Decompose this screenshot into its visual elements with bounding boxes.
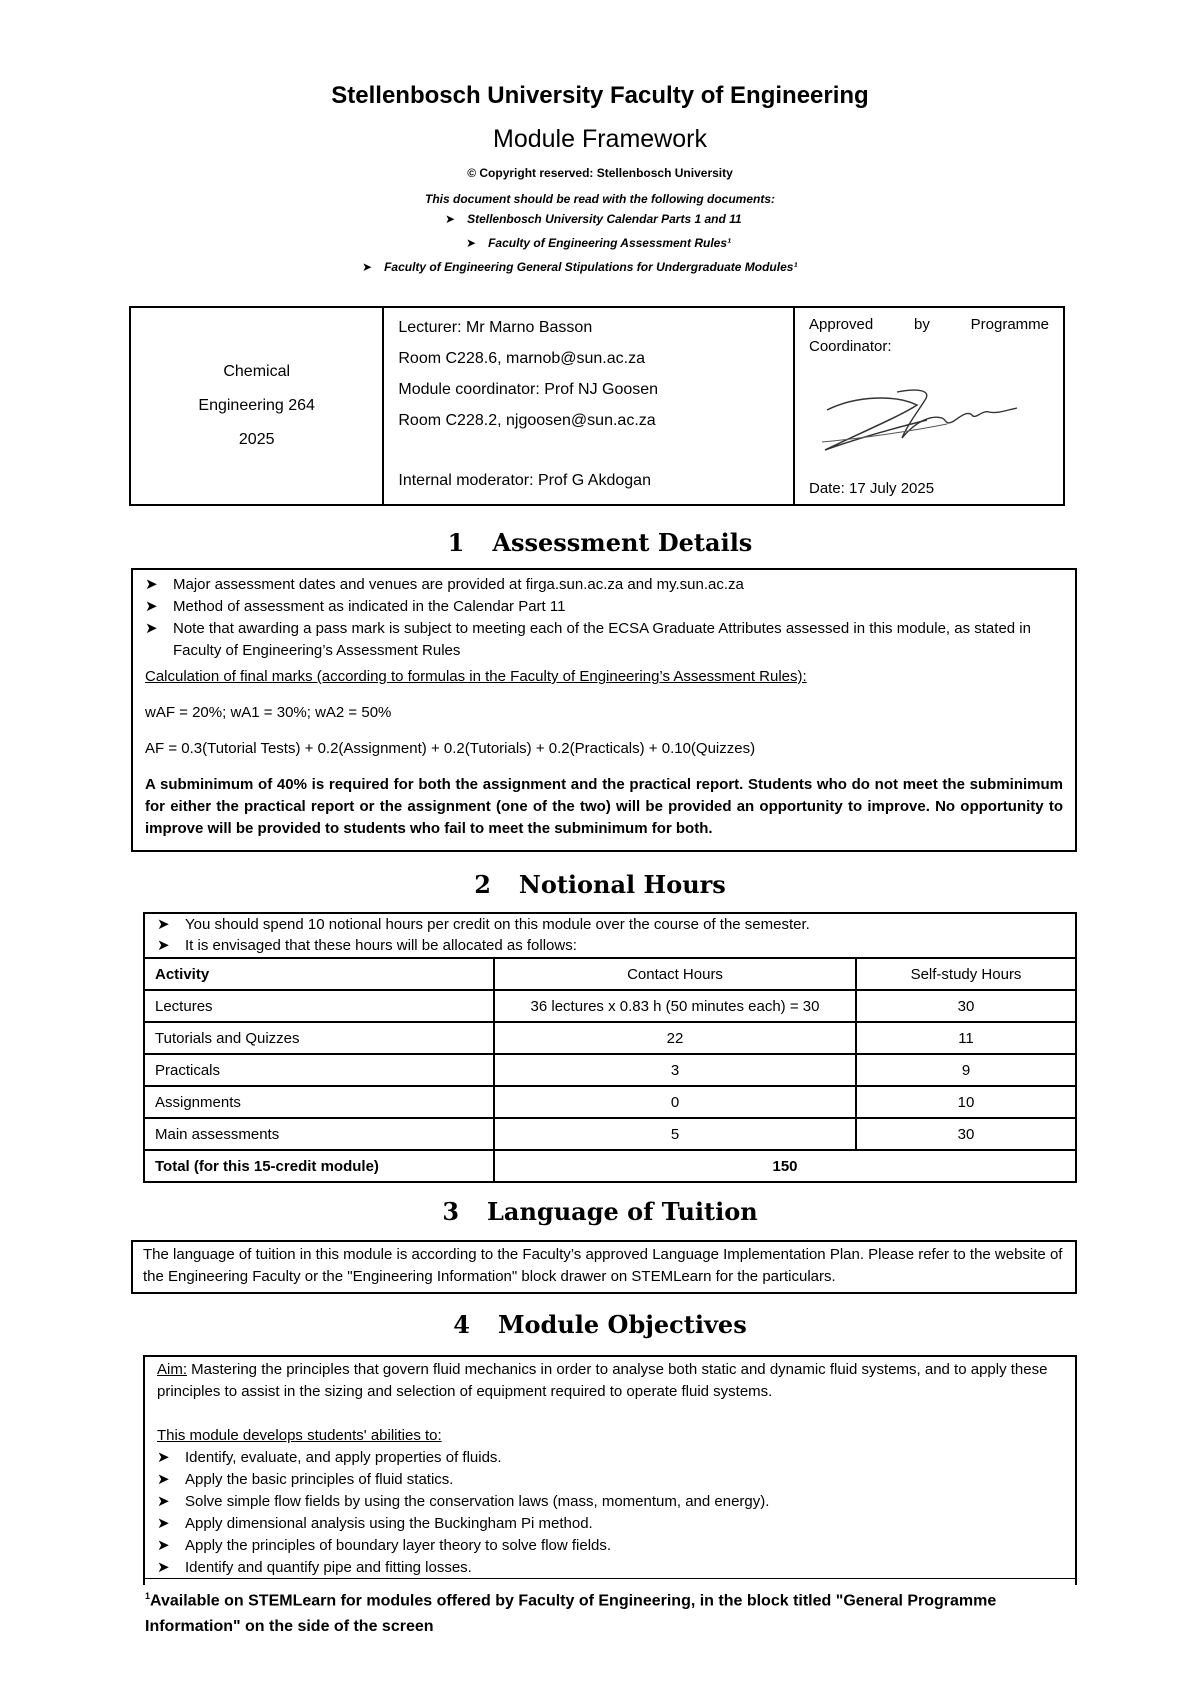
list-item: ➤ Method of assessment as indicated in the Calendar Part 11 xyxy=(145,596,1063,618)
table-cell: 11 xyxy=(856,1022,1076,1054)
language-box xyxy=(131,1240,1077,1294)
approved-by-line2: Coordinator: xyxy=(809,338,892,355)
internal-moderator: Internal moderator: Prof G Akdogan xyxy=(398,472,651,489)
arrowhead-bullet-icon: ➤ xyxy=(157,1559,170,1576)
list-item: ➤ Note that awarding a pass mark is subject to meeting each of the ECSA Graduate Attributes assessed in this module, as stated in Faculty of Engineering’s Assessment Rules xyxy=(145,620,1031,659)
lecturer: Lecturer: Mr Marno Basson xyxy=(398,319,593,336)
section-heading-assessment: 1 Assessment Details xyxy=(447,528,753,557)
subminimum-note: A subminimum of 40% is required for both the assignment and the practical report. Students who do not meet the subminimum for either the practical report or the assignment (one of the two) will be provided an opportunity to improve. No opportunity to improve will be provided to students who fail to meet the subminimum for both. xyxy=(145,776,1063,837)
reference-item: ➤ Faculty of Engineering Assessment Rules¹ xyxy=(466,236,732,250)
aim-paragraph xyxy=(157,1359,1063,1403)
table-cell: 0 xyxy=(494,1086,856,1118)
develops-heading: This module develops students' abilities to: xyxy=(157,1427,442,1444)
af-formula: AF = 0.3(Tutorial Tests) + 0.2(Assignment) + 0.2(Tutorials) + 0.2(Practicals) + 0.10(Quizzes) xyxy=(145,740,756,757)
module-name-cell xyxy=(130,307,383,505)
staff-cell xyxy=(383,307,794,505)
reference-item: ➤ Stellenbosch University Calendar Parts 1 and 11 xyxy=(445,212,742,226)
arrowhead-bullet-icon: ➤ xyxy=(157,1537,170,1554)
table-header-row xyxy=(144,958,1076,990)
arrowhead-bullet-icon: ➤ xyxy=(466,236,477,250)
language-text: The language of tuition in this module is according to the Faculty’s approved Language Implementation Plan. Please refer to the website of the Engineering Faculty or the "Engineering Information" block drawer on STEMLearn for the particulars. xyxy=(143,1246,1063,1285)
arrowhead-bullet-icon: ➤ xyxy=(145,620,158,637)
arrowhead-bullet-icon: ➤ xyxy=(145,576,158,593)
module-info-table xyxy=(129,306,1065,506)
column-header: Self-study Hours xyxy=(856,958,1076,990)
total-label: Total (for this 15-credit module) xyxy=(144,1150,494,1182)
arrowhead-bullet-icon: ➤ xyxy=(157,1449,170,1466)
table-cell: 30 xyxy=(856,1118,1076,1150)
list-item: ➤ It is envisaged that these hours will be allocated as follows: xyxy=(157,937,577,954)
arrowhead-bullet-icon: ➤ xyxy=(362,260,373,274)
approval-cell xyxy=(794,307,1064,505)
table-row xyxy=(144,1086,1076,1118)
arrowhead-bullet-icon: ➤ xyxy=(157,1515,170,1532)
arrowhead-bullet-icon: ➤ xyxy=(157,1493,170,1510)
copyright-notice: © Copyright reserved: Stellenbosch University xyxy=(467,166,733,180)
column-header: Activity xyxy=(144,958,494,990)
read-with-note: This document should be read with the following documents: xyxy=(424,192,775,206)
objectives-box xyxy=(143,1355,1077,1585)
module-name-line1: Chemical xyxy=(223,363,291,380)
notional-hours-intro xyxy=(143,912,1077,959)
section-heading-notional-hours: 2 Notional Hours xyxy=(474,870,726,899)
list-item: ➤ Major assessment dates and venues are provided at firga.sun.ac.za and my.sun.ac.za xyxy=(145,574,1063,596)
list-item: ➤ Identify and quantify pipe and fitting losses. xyxy=(157,1557,1063,1579)
assessment-details-box xyxy=(131,568,1077,852)
arrowhead-bullet-icon: ➤ xyxy=(445,212,456,226)
table-cell: Lectures xyxy=(144,990,494,1022)
document-subtitle: Module Framework xyxy=(493,125,707,153)
module-year: 2025 xyxy=(238,431,275,448)
notional-hours-table xyxy=(143,957,1077,1183)
footnote xyxy=(145,1583,1045,1640)
list-item: ➤ You should spend 10 notional hours per credit on this module over the course of the semester. xyxy=(157,916,810,933)
section-heading-language: 3 Language of Tuition xyxy=(442,1197,758,1226)
reference-item: ➤ Faculty of Engineering General Stipulations for Undergraduate Modules¹ xyxy=(362,260,798,274)
column-header: Contact Hours xyxy=(494,958,856,990)
document-title: Stellenbosch University Faculty of Engineering xyxy=(331,82,869,109)
arrowhead-bullet-icon: ➤ xyxy=(157,937,170,954)
footnote-text: Available on STEMLearn for modules offered by Faculty of Engineering, in the block titled "General Programme Information" on the side of the screen xyxy=(145,1592,997,1636)
footnote-marker: 1 xyxy=(145,1591,151,1601)
calculation-heading: Calculation of final marks (according to formulas in the Faculty of Engineering’s Assessment Rules): xyxy=(145,668,807,685)
list-item: ➤ Identify, evaluate, and apply properties of fluids. xyxy=(157,1447,1063,1469)
list-item: ➤ Apply the principles of boundary layer theory to solve flow fields. xyxy=(157,1535,1063,1557)
table-cell: Practicals xyxy=(144,1054,494,1086)
table-cell: Assignments xyxy=(144,1086,494,1118)
aim-text: Mastering the principles that govern fluid mechanics in order to analyse both static and dynamic fluid systems, and to apply these principles to assist in the sizing and selection of equipment required to operate fluid systems. xyxy=(157,1361,1048,1400)
aim-label: Aim: xyxy=(157,1361,187,1378)
arrowhead-bullet-icon: ➤ xyxy=(157,916,170,933)
table-row xyxy=(144,1054,1076,1086)
table-total-row xyxy=(144,1150,1076,1182)
module-name-line2: Engineering 264 xyxy=(198,397,315,414)
table-cell: 10 xyxy=(856,1086,1076,1118)
total-value: 150 xyxy=(494,1150,1076,1182)
approval-date: Date: 17 July 2025 xyxy=(809,480,935,497)
section-heading-objectives: 4 Module Objectives xyxy=(453,1310,747,1339)
arrowhead-bullet-icon: ➤ xyxy=(157,1471,170,1488)
module-coordinator: Module coordinator: Prof NJ Goosen xyxy=(398,381,659,398)
table-cell: 36 lectures x 0.83 h (50 minutes each) = 30 xyxy=(494,990,856,1022)
footnote-divider xyxy=(143,1578,1075,1579)
table-cell: Main assessments xyxy=(144,1118,494,1150)
table-cell: Tutorials and Quizzes xyxy=(144,1022,494,1054)
assessment-bullets xyxy=(145,574,1063,662)
list-item: ➤ Solve simple flow fields by using the conservation laws (mass, momentum, and energy). xyxy=(157,1491,1063,1513)
list-item: ➤ Apply dimensional analysis using the Buckingham Pi method. xyxy=(157,1513,1063,1535)
table-row xyxy=(144,1118,1076,1150)
table-cell: 3 xyxy=(494,1054,856,1086)
arrowhead-bullet-icon: ➤ xyxy=(145,598,158,615)
objectives-list xyxy=(157,1447,1063,1579)
lecturer-room: Room C228.6, marnob@sun.ac.za xyxy=(398,350,645,367)
coordinator-room: Room C228.2, njgoosen@sun.ac.za xyxy=(398,412,656,429)
weights-formula: wAF = 20%; wA1 = 30%; wA2 = 50% xyxy=(145,704,392,721)
table-cell: 9 xyxy=(856,1054,1076,1086)
list-item: ➤ Apply the basic principles of fluid statics. xyxy=(157,1469,1063,1491)
table-cell: 22 xyxy=(494,1022,856,1054)
table-row xyxy=(144,990,1076,1022)
approved-by-line1: Approved by Programme xyxy=(809,316,1049,333)
table-row xyxy=(144,1022,1076,1054)
signature-image xyxy=(807,380,1037,460)
table-cell: 5 xyxy=(494,1118,856,1150)
table-cell: 30 xyxy=(856,990,1076,1022)
